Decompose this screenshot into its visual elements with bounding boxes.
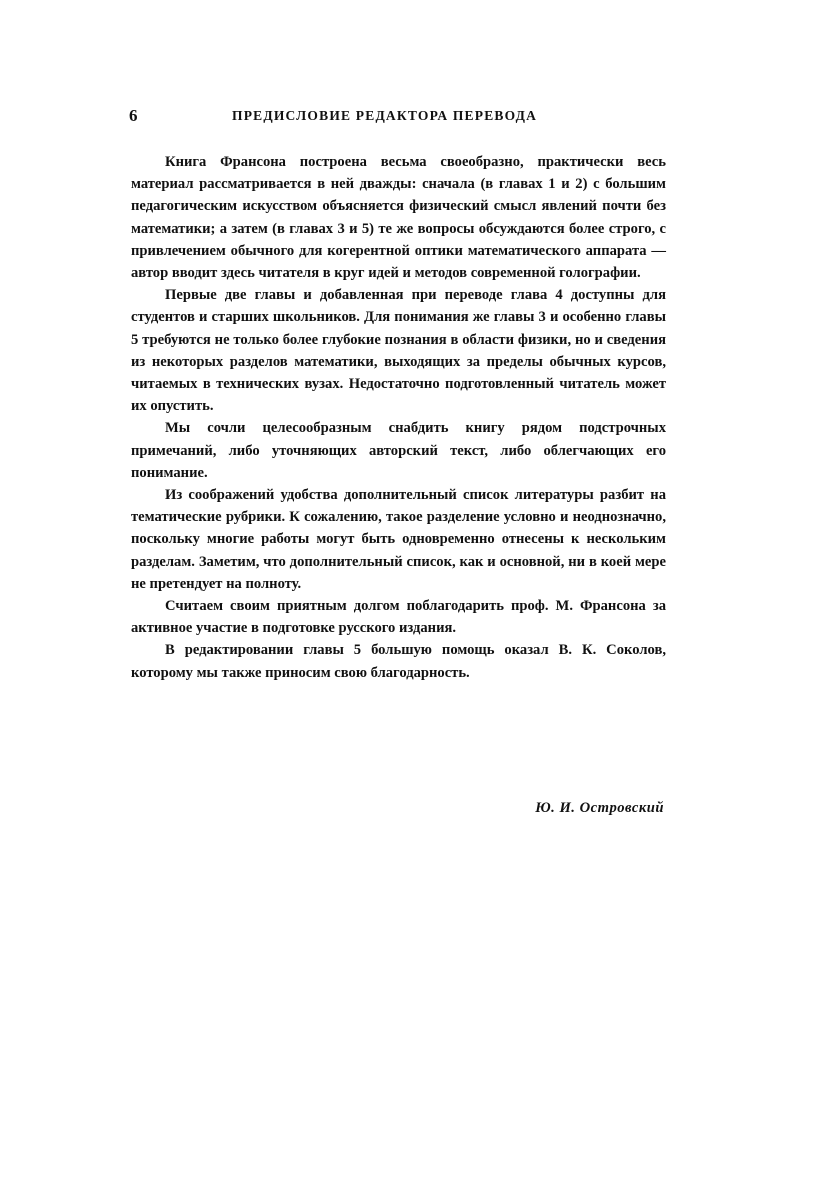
paragraph-2: Первые две главы и добавленная при переводе глава 4 доступны для студентов и старших школьников. Для понимания же главы 3 и особенно главы 5 требуются не только более глубокие познания в области физики, но и сведения из некоторых разделов математики, выходящих за пределы обычных курсов, читаемых в технических вузах. Недостаточно подготовленный читатель может их опустить. bbox=[131, 287, 666, 415]
paragraph-3: Мы сочли целесообразным снабдить книгу рядом подстрочных примечаний, либо уточняющих авторский текст, либо облегчающих его понимание. bbox=[131, 420, 666, 481]
page-number: 6 bbox=[129, 106, 138, 125]
paragraph-6: В редактировании главы 5 большую помощь оказал В. К. Соколов, которому мы также приносим свою благодарность. bbox=[131, 642, 666, 681]
paragraph-5: Считаем своим приятным долгом поблагодарить проф. М. Франсона за активное участие в подготовке русского издания. bbox=[131, 598, 666, 637]
body-text bbox=[131, 151, 666, 684]
running-head: ПРЕДИСЛОВИЕ РЕДАКТОРА ПЕРЕВОДА bbox=[232, 108, 538, 123]
author-signature: Ю. И. Островский bbox=[535, 800, 664, 816]
paragraph-1: Книга Франсона построена весьма своеобразно, практически весь материал рассматривается в ней дважды: сначала (в главах 1 и 2) с большим педагогическим искусством объясняется физический смысл явлений почти без математики; а затем (в главах 3 и 5) те же вопросы обсуждаются более строго, с привлечением обычного для когерентной оптики математического аппарата — автор вводит здесь читателя в круг идей и методов современной голографии. bbox=[131, 154, 666, 282]
paragraph-4: Из соображений удобства дополнительный список литературы разбит на тематические рубрики. К сожалению, такое разделение условно и неоднозначно, поскольку многие работы могут быть одновременно отнесены к нескольким разделам. Заметим, что дополнительный список, как и основной, ни в коей мере не претендует на полноту. bbox=[131, 487, 666, 592]
